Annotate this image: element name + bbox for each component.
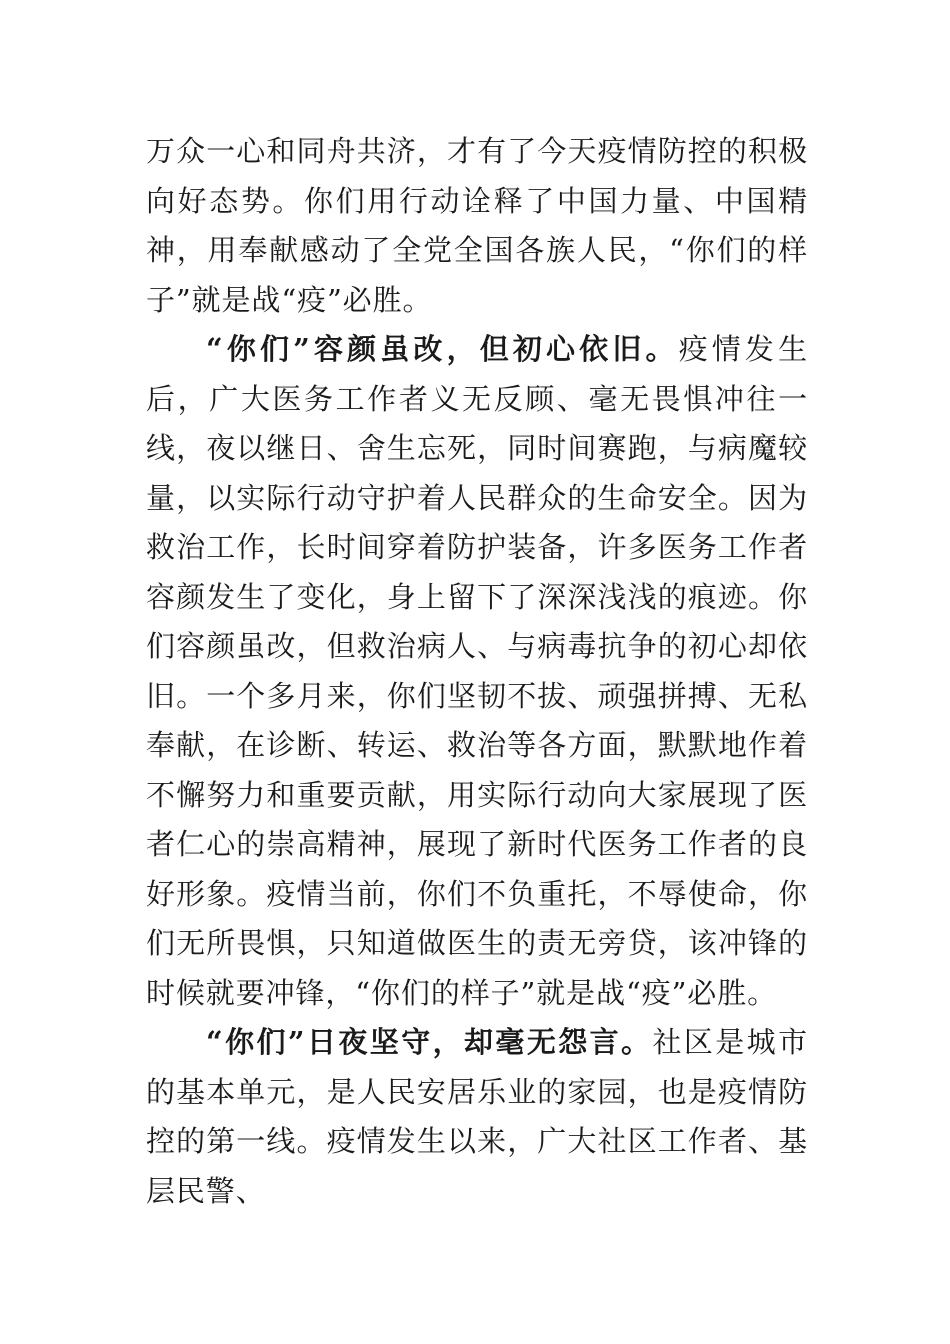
paragraph-3-text: 社区是城市的基本单元，是人民安居乐业的家园，也是疫情防控的第一线。疫情发生以来，广大社区工作者、基层民警、 (146, 1025, 808, 1208)
paragraph-1-text: 万众一心和同舟共济，才有了今天疫情防控的积极向好态势。你们用行动诠释了中国力量、中国精神，用奉献感动了全党全国各族人民，“你们的样子”就是战“疫”必胜。 (146, 134, 808, 317)
paragraph-2-lead: “你们”容颜虽改，但初心依旧。 (206, 332, 679, 366)
paragraph-3 (146, 1018, 808, 1216)
paragraph-3-lead: “你们”日夜坚守，却毫无怨言。 (206, 1025, 653, 1059)
paragraph-2-text: 疫情发生后，广大医务工作者义无反顾、毫无畏惧冲往一线，夜以继日、舍生忘死，同时间赛跑，与病魔较量，以实际行动守护着人民群众的生命安全。因为救治工作，长时间穿着防护装备，许多医务工作者容颜发生了变化，身上留下了深深浅浅的痕迹。你们容颜虽改，但救治病人、与病毒抗争的初心却依旧。一个多月来，你们坚韧不拔、顽强拼搏、无私奉献，在诊断、转运、救治等各方面，默默地作着不懈努力和重要贡献，用实际行动向大家展现了医者仁心的崇高精神，展现了新时代医务工作者的良好形象。疫情当前，你们不负重托，不辱使命，你们无所畏惧，只知道做医生的责无旁贷，该冲锋的时候就要冲锋，“你们的样子”就是战“疫”必胜。 (146, 332, 808, 1010)
paragraph-2 (146, 325, 808, 1018)
paragraph-1 (146, 127, 808, 325)
document-body (146, 127, 808, 1216)
